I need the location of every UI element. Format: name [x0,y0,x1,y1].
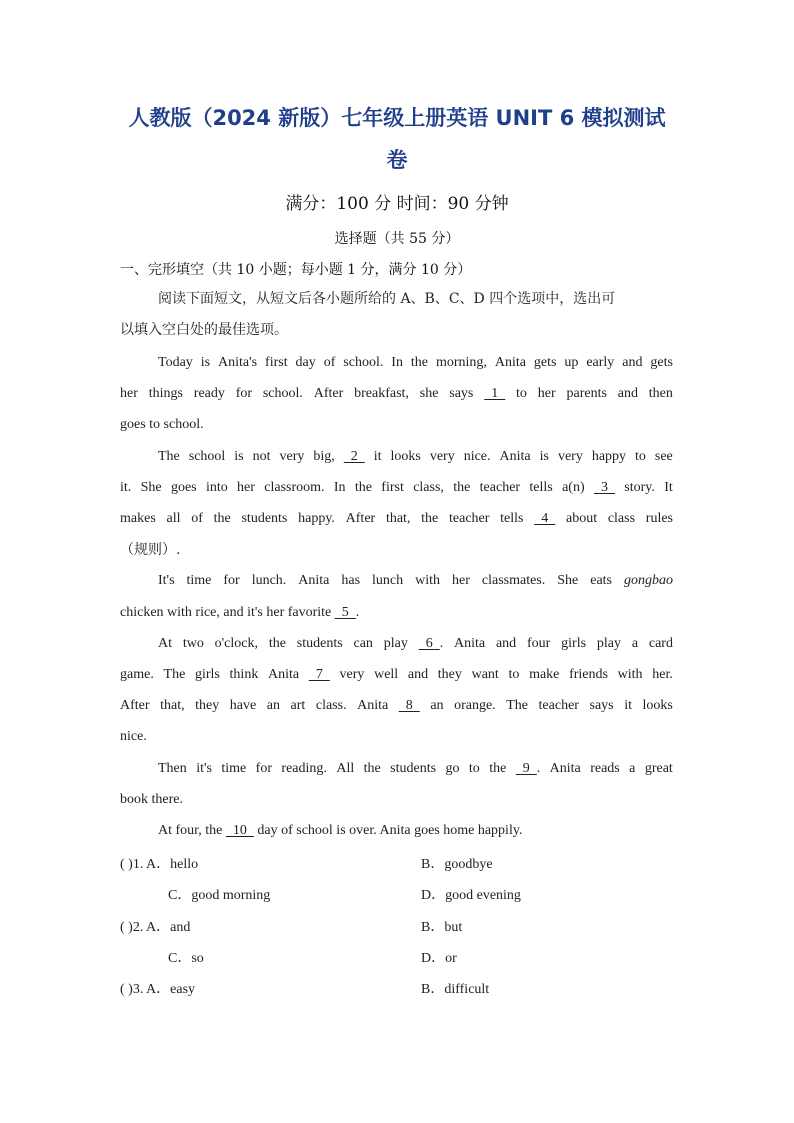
word: all [166,511,181,526]
word: have [229,698,257,713]
word: that, [385,511,411,526]
word: her [537,386,556,401]
word: students [390,761,437,776]
word: very [279,449,305,464]
word: says [449,386,474,401]
word: tells [529,480,553,495]
word: and [622,355,643,370]
word: for [235,386,253,401]
word: and [407,667,429,682]
passage-p6-line1 [158,822,673,840]
passage-p4-line4: nice. [120,729,147,744]
word: ready [193,386,225,401]
word: makes [120,511,156,526]
word: The [163,667,186,682]
word: a [631,636,639,651]
word: She [557,573,579,588]
word: think [229,667,259,682]
word: a(n) [562,480,585,495]
word: lunch. [251,573,287,588]
word: play [383,636,408,651]
word: gongbao [623,573,673,588]
question-3-option-b: B．difficult [421,982,490,997]
word: want [471,667,499,682]
question-1-option-b: B．goodbye [421,857,493,872]
word: they [195,698,220,713]
passage-p3-line1 [158,572,673,590]
section-header: 选择题（共 55 分） [334,231,460,247]
word: After [345,511,376,526]
word: At [158,636,172,651]
word: time [221,761,247,776]
word: the [410,355,429,370]
word: classroom. [264,480,325,495]
word: it [373,449,382,464]
word: to [508,667,520,682]
answer-blank-5: 5 [334,605,356,620]
word: girls [561,636,587,651]
word: early [586,355,615,370]
word: Anita [499,449,531,464]
word: happy [591,449,627,464]
answer-blank-6: 6 . [418,636,444,651]
answer-blank-4: 4 [534,511,556,526]
word: first [265,355,288,370]
word: that, [160,698,185,713]
passage-p5-line2: book there. [120,792,183,807]
word: reads [590,761,620,776]
word: Today [158,355,193,370]
word: it's [196,761,212,776]
word: looks [390,449,421,464]
word: day [295,355,316,370]
word: eats [590,573,612,588]
word: with [617,667,643,682]
word: of [323,355,336,370]
word: about [565,511,598,526]
passage-p3-line2-text: chicken with rice, and it's her favorite 5 . [120,605,360,620]
word: the [354,480,372,495]
question-2-option-d: D．or [421,951,457,966]
word: has [341,573,361,588]
word: says [589,698,614,713]
word: four [527,636,551,651]
word: happy. [298,511,335,526]
word: she [419,386,439,401]
word: tells [500,511,524,526]
word: class, [413,480,444,495]
word: Anita [268,667,300,682]
word: After [120,698,150,713]
word: morning, [435,355,487,370]
word: up [564,355,579,370]
word: very [557,449,583,464]
word: Anita [454,636,486,651]
word: is [200,355,211,370]
question-1-option-a: ( )1. A．hello [120,857,199,872]
word: time [186,573,212,588]
word: her [452,573,470,588]
word: her [237,480,255,495]
answer-blank-8: 8 [398,698,420,713]
word: students [241,511,288,526]
question-3-option-a: ( )3. A．easy [120,982,196,997]
passage-p3-line2 [120,604,673,622]
answer-blank-9: 9 . [515,761,541,776]
word: then [648,386,673,401]
word: o'clock, [214,636,258,651]
word: into [205,480,228,495]
instruction-line-1: 阅读下面短文，从短文后各小题所给的 A、B、C、D 四个选项中，选出可 [158,291,616,307]
word: not [252,449,271,464]
passage-p1-line3: goes to school. [120,417,204,432]
passage-p2-line4: （规则）. [120,542,181,558]
word: story. [624,480,655,495]
word: The [158,449,180,464]
word: Then [158,761,187,776]
word: her [120,386,138,401]
exam-title-line2: 卷 [386,148,408,172]
word: an [430,698,444,713]
word: two [182,636,204,651]
word: and [495,636,517,651]
word: In [333,480,346,495]
passage-p1-line2 [120,385,673,403]
word: to [468,761,480,776]
word: big, [313,449,335,464]
word: school. [262,386,303,401]
word: students [296,636,343,651]
word: for [223,573,240,588]
answer-blank-7: 7 [308,667,330,682]
word: card [648,636,673,651]
part1-heading: 一、完形填空（共 10 小题；每小题 1 分，满分 10 分） [120,262,472,278]
word: go [445,761,460,776]
word: After [313,386,344,401]
word: is [539,449,549,464]
word: school. [343,355,384,370]
passage-p1-line1 [158,354,673,372]
answer-blank-3: 3 [593,480,615,495]
score-time-line: 满分：100 分 时间：90 分钟 [285,194,509,214]
word: it. [120,480,132,495]
word: class. [315,698,347,713]
passage-p6-line1-text: At four, the 10 day of school is over. Anita goes home happily. [158,823,523,838]
question-2-option-b: B．but [421,920,463,935]
word: the [421,511,439,526]
word: reading. [281,761,327,776]
word: gets [533,355,557,370]
word: can [353,636,373,651]
word: see [654,449,673,464]
word: girls [194,667,220,682]
word: It's [158,573,175,588]
question-2-option-c: C．so [168,951,204,966]
word: classmates. [481,573,546,588]
word: looks [642,698,673,713]
word: Anita [357,698,389,713]
word: teacher [449,511,490,526]
word: the [489,761,507,776]
word: with [415,573,441,588]
word: it [624,698,632,713]
word: art [290,698,306,713]
passage-p4-line1 [158,635,673,653]
word: they [437,667,462,682]
passage-p2-line3 [120,510,673,528]
word: Anita's [218,355,258,370]
word: gets [650,355,673,370]
question-1-option-d: D．good evening [421,888,521,903]
word: to [516,386,527,401]
word: play [596,636,621,651]
word: breakfast, [354,386,409,401]
word: for [255,761,272,776]
word: teacher [538,698,579,713]
word: an [266,698,280,713]
word: her. [652,667,673,682]
word: She [140,480,162,495]
word: the [213,511,231,526]
word: very [429,449,455,464]
word: All [336,761,355,776]
question-1-option-c: C．good morning [168,888,271,903]
word: Anita [494,355,526,370]
word: a [629,761,636,776]
word: well [374,667,399,682]
word: the [453,480,471,495]
word: orange. [454,698,496,713]
word: make [529,667,560,682]
passage-p5-line1 [158,760,673,778]
word: great [644,761,673,776]
word: is [234,449,244,464]
instruction-line-2: 以填入空白处的最佳选项。 [120,322,288,338]
word: game. [120,667,154,682]
word: friends [569,667,608,682]
question-2-option-a: ( )2. A．and [120,920,191,935]
word: The [506,698,528,713]
passage-p4-line2 [120,666,673,684]
word: very [339,667,365,682]
word: Anita [549,761,581,776]
answer-blank-1: 1 [484,386,506,401]
word: and [617,386,638,401]
word: parents [566,386,607,401]
word: nice. [463,449,491,464]
word: of [191,511,203,526]
word: rules [645,511,673,526]
answer-blank-10: 10 [225,823,254,838]
word: school [188,449,226,464]
exam-title-line1: 人教版（2024 新版）七年级上册英语 UNIT 6 模拟测试 [128,106,666,130]
word: It [664,480,673,495]
word: the [268,636,286,651]
answer-blank-2: 2 [343,449,365,464]
word: class [607,511,636,526]
word: lunch [372,573,404,588]
word: goes [170,480,197,495]
word: In [391,355,403,370]
passage-p2-line2 [120,479,673,497]
word: teacher [479,480,521,495]
passage-p2-line1 [158,448,673,466]
passage-p4-line3 [120,697,673,715]
word: first [381,480,404,495]
word: things [148,386,183,401]
word: the [363,761,381,776]
word: Anita [298,573,330,588]
word: to [635,449,646,464]
